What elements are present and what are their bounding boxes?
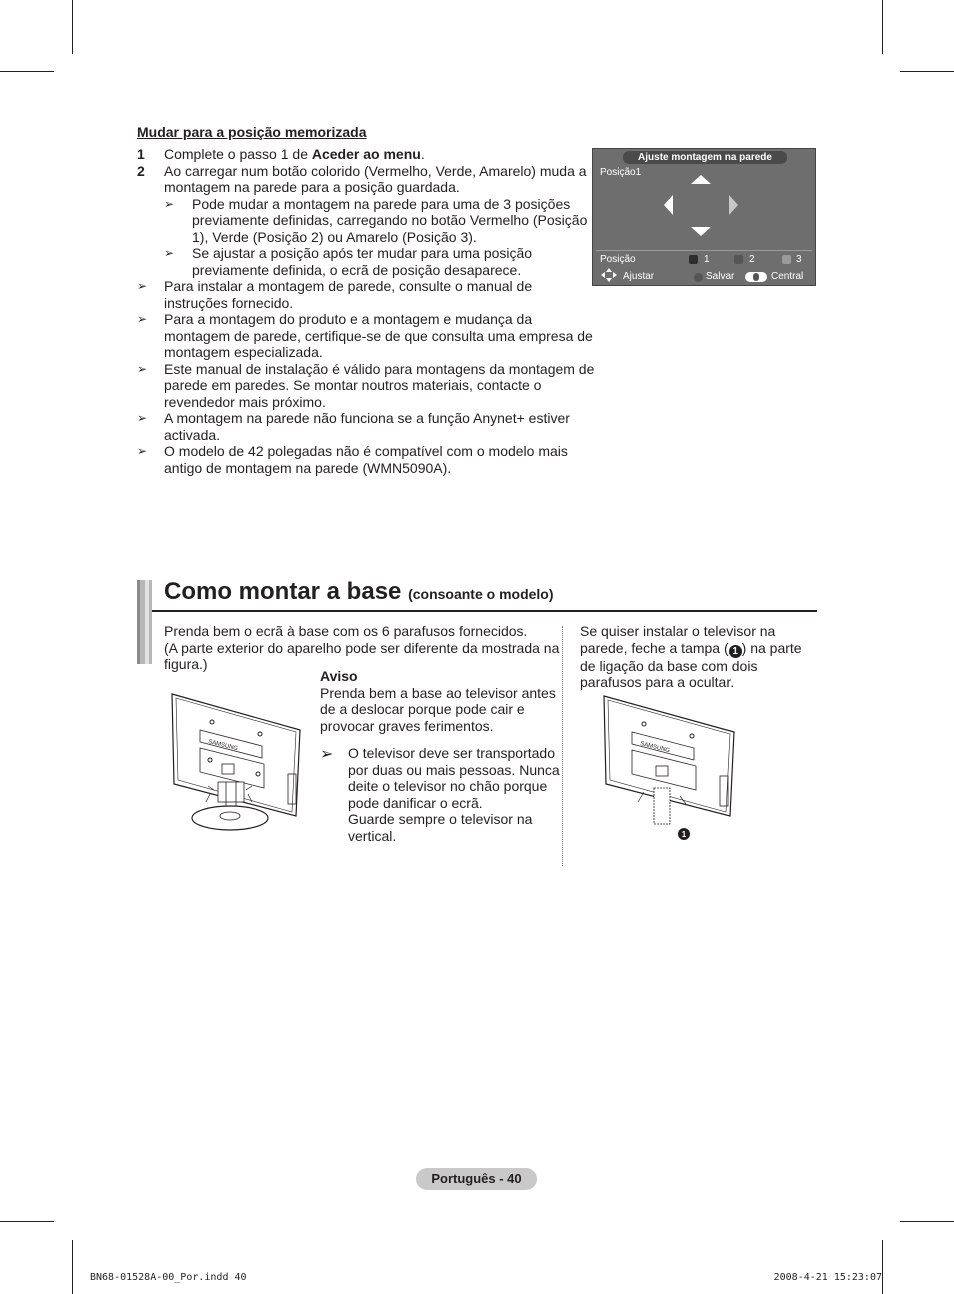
- osd-center-label[interactable]: Central: [771, 271, 804, 282]
- osd-divider: [596, 250, 812, 251]
- callout-badge: 1: [729, 645, 742, 658]
- footer-date: 2008-4-21 15:23:07: [773, 1272, 882, 1283]
- warning-block: [320, 668, 560, 734]
- arrow-bullet-icon: ➢: [137, 361, 148, 376]
- instruction-list: [137, 146, 595, 476]
- note-item: ➢ Para a montagem do produto e a montagem e mudança da montagem de parede, certifique-se de que consulta uma empresa de montagem especializada.: [137, 311, 593, 360]
- tv-with-stand-illustration: [166, 690, 306, 838]
- transport-note: O televisor deve ser transportado por duas ou mais pessoas. Nunca deite o televisor no chão porque pode danificar o ecrã. Guarde sempre o televisor na vertical.: [348, 745, 560, 844]
- position-3-label[interactable]: 3: [796, 254, 802, 265]
- move-arrows-icon: [601, 268, 617, 282]
- wall-install-text: Se quiser instalar o televisor na parede, feche a tampa ( 1 ) na parte de ligação da base com dois parafusos para a ocultar.: [580, 623, 802, 690]
- arrow-bullet-icon: ➢: [320, 746, 334, 763]
- osd-position-label: Posição1: [600, 167, 642, 178]
- osd-save-label[interactable]: Salvar: [706, 271, 735, 282]
- arrow-up-icon[interactable]: [691, 175, 711, 184]
- sub-note: ➢ Pode mudar a montagem na parede para uma de 3 posições previamente definidas, carregando no botão Vermelho (Posição 1), Verde (Posição 2) ou Amarelo (Posição 3).: [164, 195, 588, 245]
- section-title: Mudar para a posição memorizada: [137, 124, 367, 140]
- step-1: [137, 146, 595, 163]
- position-3-color-icon: [782, 255, 791, 264]
- arrow-right-icon[interactable]: [729, 195, 738, 215]
- osd-adjust-label: Ajustar: [623, 271, 655, 282]
- footer-file: BN68-01528A-00_Por.indd 40: [90, 1272, 247, 1283]
- note-item: ➢ Este manual de instalação é válido para montagens da montagem de parede em paredes. Se montar noutros materiais, contacte o revendedor mais próximo.: [137, 360, 595, 410]
- page-number-label: Português - 40: [416, 1168, 537, 1190]
- step-text: Ao carregar num botão colorido (Vermelho, Verde, Amarelo) muda a montagem na parede para a posição guardada.: [164, 162, 587, 195]
- arrow-bullet-icon: ➢: [137, 279, 148, 293]
- save-button-icon: [694, 273, 703, 282]
- warning-title: Aviso: [320, 668, 358, 684]
- osd-title: Ajuste montagem na parede: [623, 151, 787, 164]
- step-2: [137, 163, 595, 196]
- step-number: 2: [137, 162, 145, 179]
- arrow-down-icon[interactable]: [691, 227, 711, 236]
- arrow-bullet-icon: ➢: [164, 246, 175, 260]
- warning-text: Prenda bem a base ao televisor antes de a deslocar porque pode cair e provocar graves ferimentos.: [320, 684, 556, 734]
- arrow-bullet-icon: ➢: [137, 444, 148, 458]
- column-divider: [562, 626, 563, 866]
- step-text: Complete o passo 1 de Aceder ao menu.: [164, 146, 425, 162]
- tv-cover-illustration: [598, 692, 740, 842]
- osd-bottom-label: Posição: [600, 254, 636, 265]
- menu-reference: Aceder ao menu: [311, 146, 421, 162]
- sub-note: ➢ Se ajustar a posição após ter mudar para uma posição previamente definida, o ecrã de posição desaparece.: [164, 245, 533, 278]
- center-button-icon: [745, 272, 767, 282]
- position-1-label[interactable]: 1: [704, 254, 710, 265]
- arrow-bullet-icon: ➢: [137, 411, 148, 425]
- svg-text:SAMSUNG: SAMSUNG: [639, 741, 671, 755]
- note-item: ➢ O modelo de 42 polegadas não é compatível com o modelo mais antigo de montagem na parede (WMN5090A).: [137, 443, 568, 476]
- position-2-color-icon: [734, 255, 743, 264]
- arrow-bullet-icon: ➢: [137, 312, 148, 326]
- heading-bar-highlight: [145, 580, 149, 664]
- heading-rule: [152, 610, 817, 612]
- note-item: ➢ A montagem na parede não funciona se a função Anynet+ estiver activada.: [137, 410, 570, 443]
- arrow-left-icon[interactable]: [664, 195, 673, 215]
- arrow-bullet-icon: ➢: [164, 196, 175, 211]
- intro-text: Prenda bem o ecrã à base com os 6 parafusos fornecidos. (A parte exterior do aparelho pode ser diferente da mostrada na figura.): [164, 623, 560, 672]
- note-item: ➢ Para instalar a montagem de parede, consulte o manual de instruções fornecido.: [137, 278, 533, 311]
- svg-text:SAMSUNG: SAMSUNG: [207, 739, 239, 753]
- position-1-color-icon: [689, 255, 698, 264]
- step-number: 1: [137, 146, 145, 162]
- wall-mount-osd: [592, 148, 816, 286]
- svg-text:1: 1: [681, 830, 687, 839]
- page-heading: Como montar a base (consoante o modelo): [164, 578, 554, 605]
- position-2-label[interactable]: 2: [749, 254, 755, 265]
- heading-subtitle: (consoante o modelo): [408, 586, 554, 602]
